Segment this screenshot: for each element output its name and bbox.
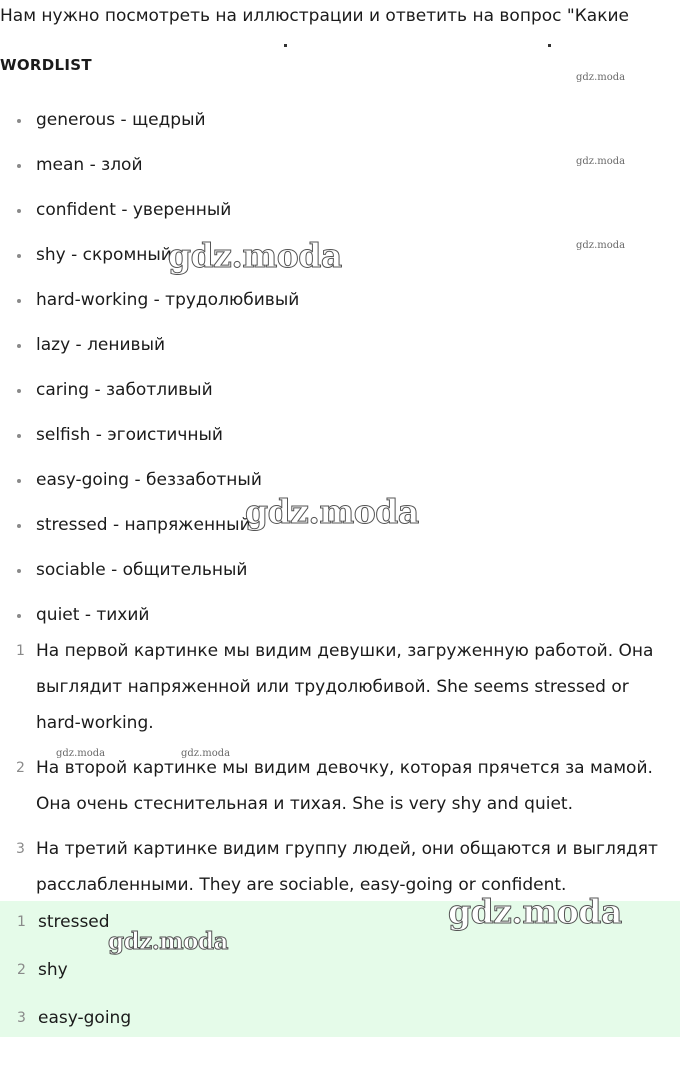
short-answer-item [0,994,131,1042]
watermark: gdz.moda [56,748,106,759]
answer-number: 2 [16,760,25,776]
short-answers-list [0,898,131,1042]
answer-text: На третий картинке видим группу людей, они общаются и выглядят расслабленными. They are sociable, easy-going or confident. [36,839,658,895]
wordlist-heading: WORDLIST [0,56,92,74]
short-answer-number: 1 [17,914,26,930]
watermark: gdz.moda [576,72,626,83]
intro-text: Нам нужно посмотреть на иллюстрации и ответить на вопрос "Какие [0,6,629,26]
cropped-text-line [0,44,680,48]
list-item [0,413,299,458]
list-item [0,278,299,323]
watermark: gdz.moda [245,492,419,531]
list-item-text: hard-working - трудолюбивый [36,290,300,310]
answer-item [0,750,680,822]
list-item [0,98,299,143]
list-item-text: easy-going - беззаботный [36,470,262,490]
answer-item [0,633,680,741]
watermark: gdz.moda [576,156,626,167]
answer-text: На первой картинке мы видим девушки, загруженную работой. Она выглядит напряженной или трудолюбивой. She seems stressed or hard-working. [36,641,654,733]
list-item-text: mean - злой [36,155,143,175]
list-item-text: sociable - общительный [36,560,248,580]
list-item-text: stressed - напряженный [36,515,251,535]
list-item-text: lazy - ленивый [36,335,166,355]
short-answer-text: shy [38,960,68,980]
bullet-icon [17,164,21,168]
list-item-text: selfish - эгоистичный [36,425,223,445]
list-item [0,548,299,593]
list-item [0,593,299,638]
list-item [0,143,299,188]
bullet-icon [17,479,21,483]
list-item-text: caring - заботливый [36,380,213,400]
watermark: gdz.moda [181,748,231,759]
watermark: gdz.moda [108,928,228,955]
list-item-text: quiet - тихий [36,605,150,625]
bullet-icon [17,614,21,618]
short-answer-number: 2 [17,962,26,978]
bullet-icon [17,524,21,528]
short-answer-number: 3 [17,1010,26,1026]
bullet-icon [17,254,21,258]
watermark: gdz.moda [168,236,342,275]
list-item-text: shy - скромный [36,245,172,265]
list-item [0,323,299,368]
bullet-icon [17,389,21,393]
list-item [0,368,299,413]
wordlist [0,98,299,638]
bullet-icon [17,344,21,348]
short-answer-text: stressed [38,912,110,932]
bullet-icon [17,299,21,303]
short-answer-text: easy-going [38,1008,132,1028]
list-item-text: confident - уверенный [36,200,232,220]
bullet-icon [17,569,21,573]
answer-number: 1 [16,643,25,659]
bullet-icon [17,434,21,438]
bullet-icon [17,119,21,123]
watermark: gdz.moda [448,892,622,931]
watermark: gdz.moda [576,240,626,251]
answers-list [0,633,680,912]
list-item [0,188,299,233]
list-item-text: generous - щедрый [36,110,206,130]
answer-text: На второй картинке мы видим девочку, которая прячется за мамой. Она очень стеснительная и тихая. She is very shy and quiet. [36,758,653,814]
answer-number: 3 [16,841,25,857]
bullet-icon [17,209,21,213]
